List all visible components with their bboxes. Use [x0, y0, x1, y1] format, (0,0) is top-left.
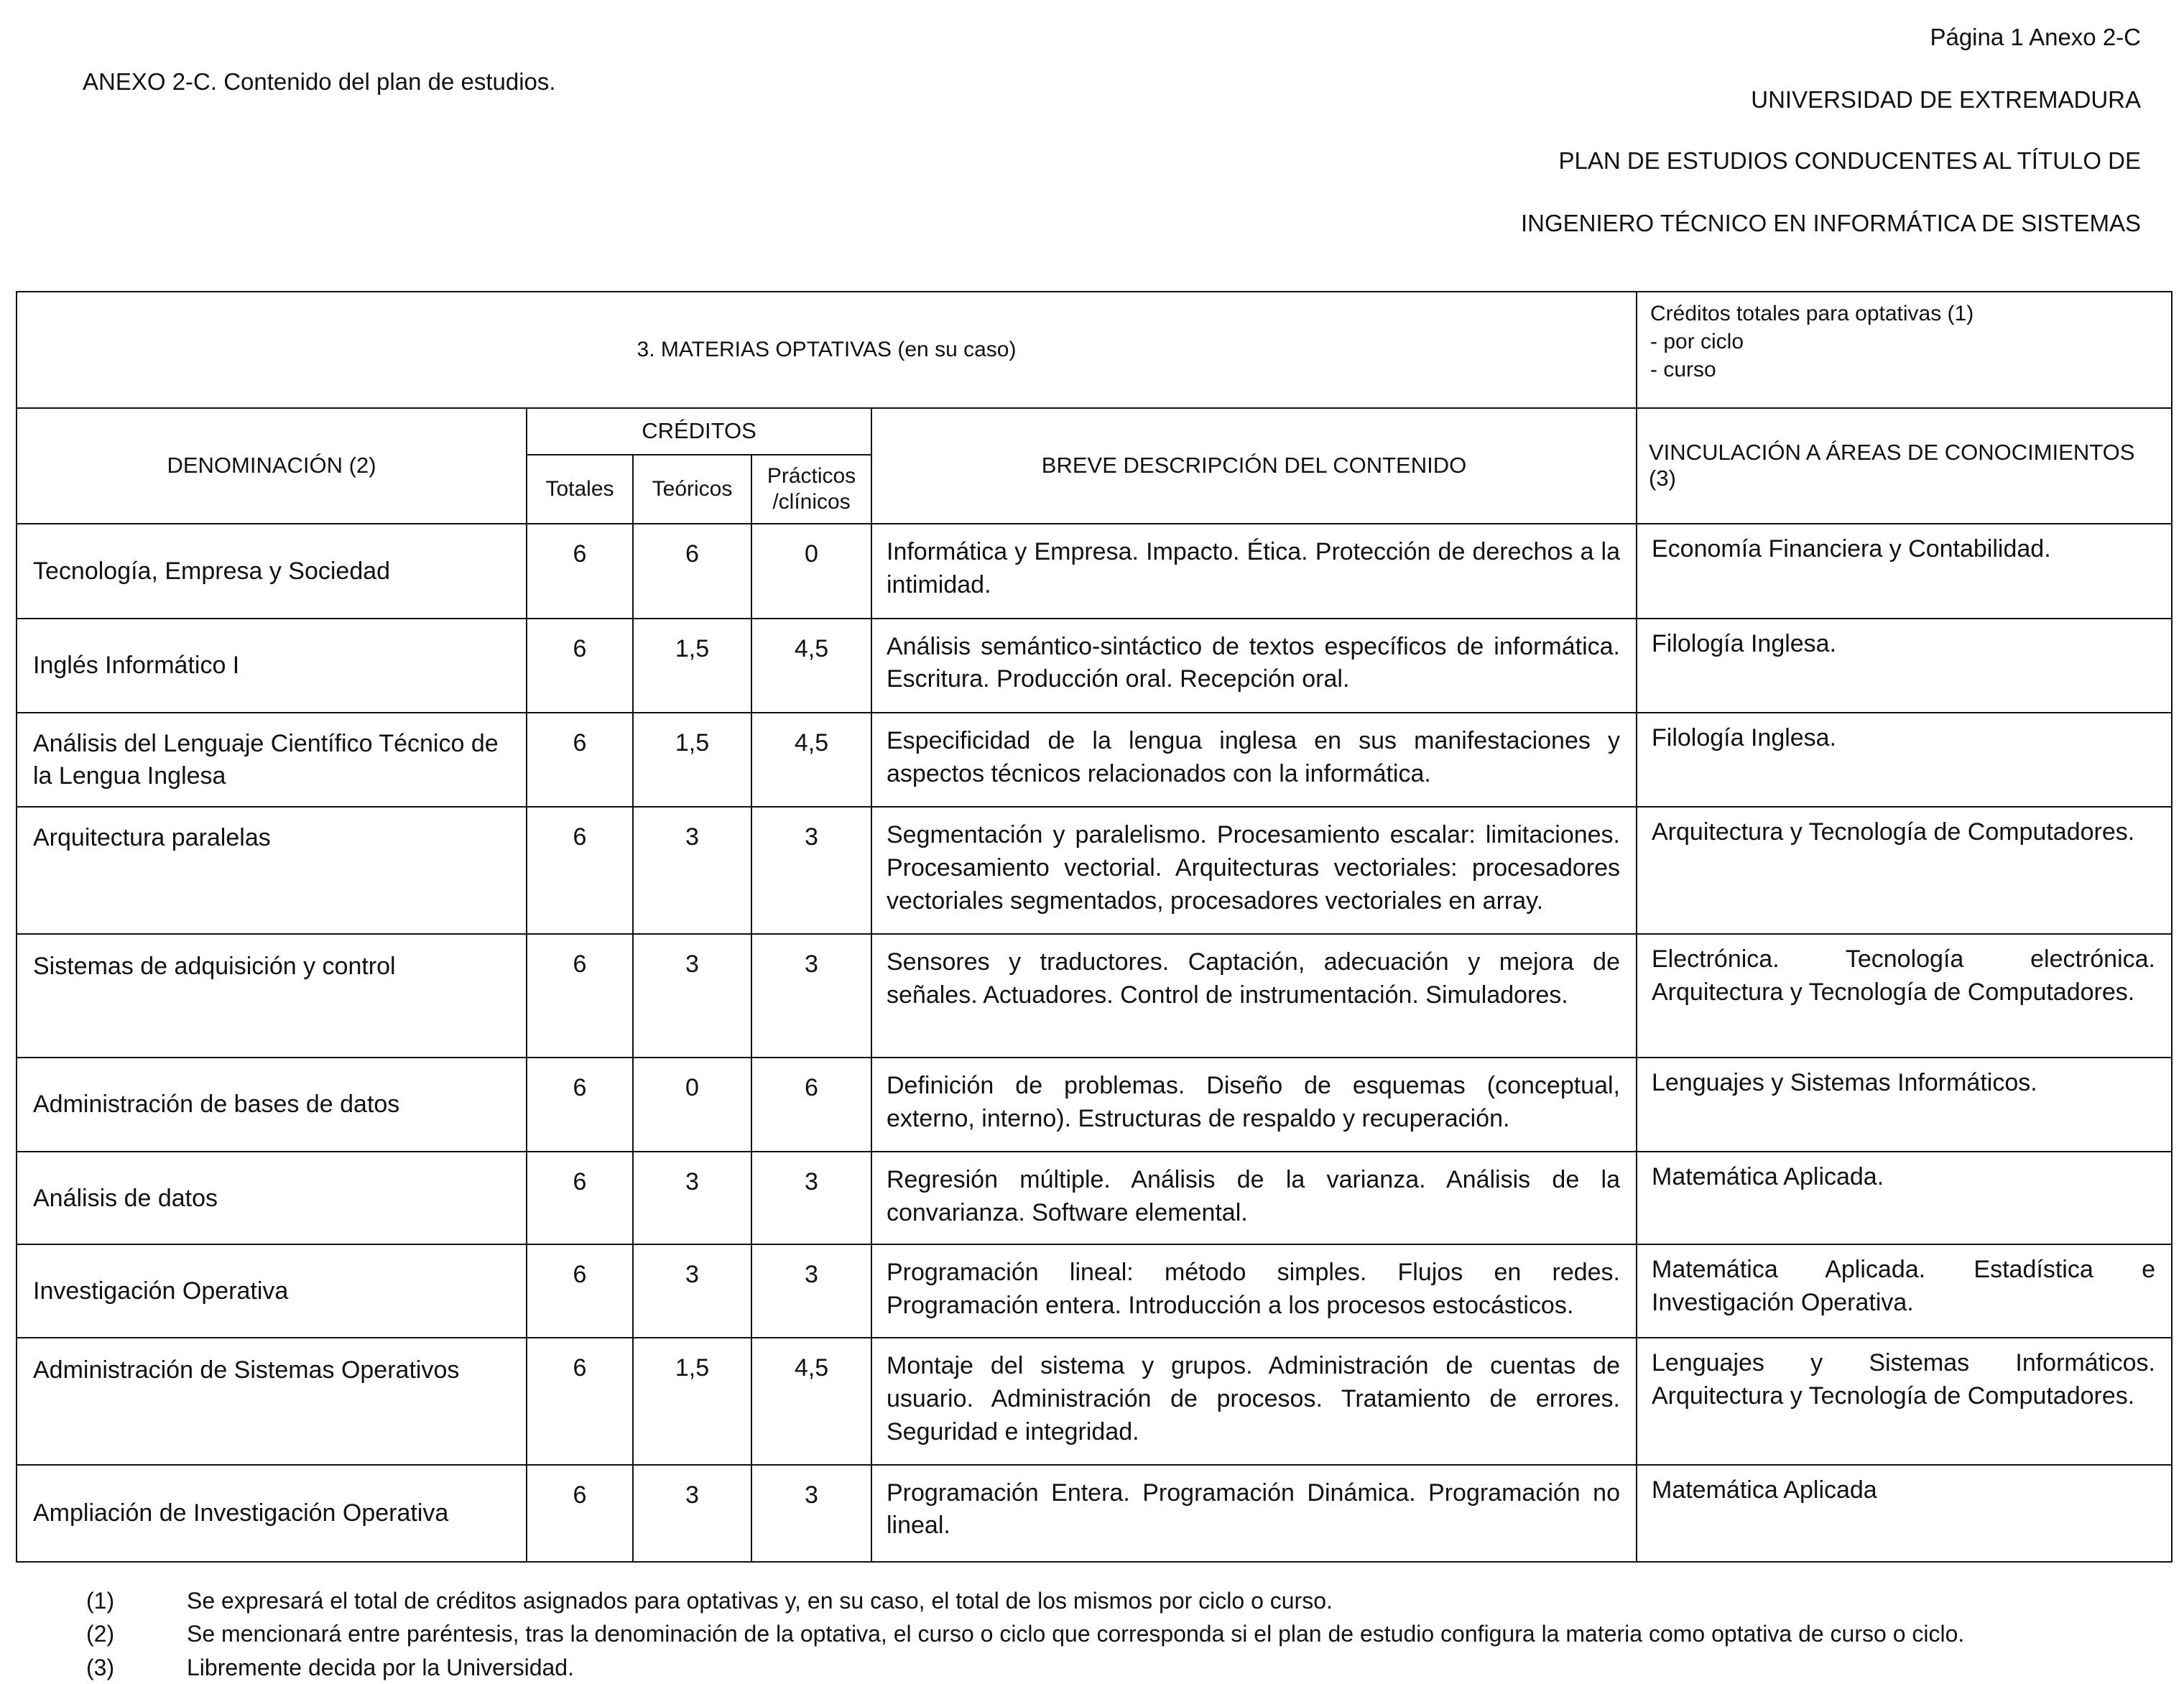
- col-descripcion: BREVE DESCRIPCIÓN DEL CONTENIDO: [871, 408, 1637, 524]
- col-teoricos: Teóricos: [633, 455, 751, 524]
- credits-total: 6: [527, 619, 633, 713]
- subject-name: Sistemas de adquisición y control: [17, 934, 527, 1058]
- credits-theory: 1,5: [633, 713, 751, 807]
- section-title: 3. MATERIAS OPTATIVAS (en su caso): [17, 292, 1637, 408]
- table-row: [17, 934, 2172, 1058]
- credits-practice: 4,5: [751, 619, 871, 713]
- credits-practice: 3: [751, 1465, 871, 1562]
- knowledge-area: Electrónica. Tecnología electrónica. Arquitectura y Tecnología de Computadores.: [1637, 934, 2172, 1058]
- credits-theory: 0: [633, 1058, 751, 1152]
- subject-description: Segmentación y paralelismo. Procesamiento escalar: limitaciones. Procesamiento vectorial. Arquitecturas vectoriales: procesadores vectoriales segmentados, procesadores vectoriales en array.: [871, 807, 1637, 934]
- subject-name: Ampliación de Investigación Operativa: [17, 1465, 527, 1562]
- table-row: [17, 1465, 2172, 1562]
- table-row: [17, 1152, 2172, 1244]
- credits-practice: 4,5: [751, 1338, 871, 1465]
- footnote-text: Se expresará el total de créditos asignados para optativas y, en su caso, el total de los mismos por ciclo o curso.: [187, 1588, 1333, 1614]
- credits-total: 6: [527, 1058, 633, 1152]
- section-header-row: [17, 292, 2172, 408]
- footnote-text: Libremente decida por la Universidad.: [187, 1654, 574, 1680]
- col-practicos: [751, 455, 871, 524]
- credits-theory: 3: [633, 1465, 751, 1562]
- knowledge-area: Lenguajes y Sistemas Informáticos. Arquitectura y Tecnología de Computadores.: [1637, 1338, 2172, 1465]
- subject-name: Análisis de datos: [17, 1152, 527, 1244]
- knowledge-area: Arquitectura y Tecnología de Computadores.: [1637, 807, 2172, 934]
- credits-total: 6: [527, 807, 633, 934]
- footnote: [86, 1617, 1964, 1650]
- col-practicos-line: Prácticos: [767, 464, 856, 489]
- footnote-mark: (3): [86, 1654, 115, 1680]
- totals-note-line: Créditos totales para optativas (1): [1650, 302, 1974, 325]
- table-row: [17, 713, 2172, 807]
- credits-total: 6: [527, 1244, 633, 1337]
- credits-theory: 1,5: [633, 1338, 751, 1465]
- credits-theory: 1,5: [633, 619, 751, 713]
- subject-description: Definición de problemas. Diseño de esquemas (conceptual, externo, interno). Estructuras de respaldo y recuperación.: [871, 1058, 1637, 1152]
- subject-name: Administración de bases de datos: [17, 1058, 527, 1152]
- subject-name: Arquitectura paralelas: [17, 807, 527, 934]
- table-row: [17, 1058, 2172, 1152]
- credits-theory: 6: [633, 524, 751, 618]
- subject-description: Informática y Empresa. Impacto. Ética. Protección de derechos a la intimidad.: [871, 524, 1637, 618]
- knowledge-area: Filología Inglesa.: [1637, 713, 2172, 807]
- footnotes: [86, 1584, 1964, 1684]
- annex-title: ANEXO 2-C. Contenido del plan de estudios.: [83, 68, 556, 95]
- credits-theory: 3: [633, 934, 751, 1058]
- table-row: [17, 807, 2172, 934]
- subject-description: Análisis semántico-sintáctico de textos específicos de informática. Escritura. Producción oral. Recepción oral.: [871, 619, 1637, 713]
- footnote: [86, 1584, 1964, 1617]
- credits-practice: 3: [751, 1244, 871, 1337]
- credits-practice: 4,5: [751, 713, 871, 807]
- credits-total: 6: [527, 713, 633, 807]
- knowledge-area: Matemática Aplicada. Estadística e Investigación Operativa.: [1637, 1244, 2172, 1337]
- plan-title: PLAN DE ESTUDIOS CONDUCENTES AL TÍTULO DE: [1558, 147, 2141, 174]
- credits-theory: 3: [633, 1152, 751, 1244]
- subject-description: Sensores y traductores. Captación, adecuación y mejora de señales. Actuadores. Control de instrumentación. Simuladores.: [871, 934, 1637, 1058]
- degree-title: INGENIERO TÉCNICO EN INFORMÁTICA DE SISTEMAS: [1521, 210, 2141, 236]
- subject-name: Inglés Informático I: [17, 619, 527, 713]
- credits-total: 6: [527, 1465, 633, 1562]
- credits-total: 6: [527, 1152, 633, 1244]
- credits-practice: 6: [751, 1058, 871, 1152]
- table-row: [17, 619, 2172, 713]
- page-number: Página 1 Anexo 2-C: [1930, 24, 2141, 50]
- column-header-row: [17, 408, 2172, 455]
- knowledge-area: Lenguajes y Sistemas Informáticos.: [1637, 1058, 2172, 1152]
- footnote: [86, 1651, 1964, 1684]
- table-row: [17, 1338, 2172, 1465]
- table-row: [17, 1244, 2172, 1337]
- subject-description: Programación lineal: método simples. Flujos en redes. Programación entera. Introducción a los procesos estocásticos.: [871, 1244, 1637, 1337]
- subject-name: Investigación Operativa: [17, 1244, 527, 1337]
- knowledge-area: Matemática Aplicada: [1637, 1465, 2172, 1562]
- totals-note-line: - por ciclo: [1650, 330, 1744, 353]
- credits-practice: 3: [751, 934, 871, 1058]
- knowledge-area: Economía Financiera y Contabilidad.: [1637, 524, 2172, 618]
- col-vinculacion: VINCULACIÓN A ÁREAS DE CONOCIMIENTOS (3): [1637, 408, 2172, 524]
- knowledge-area: Filología Inglesa.: [1637, 619, 2172, 713]
- col-denominacion: DENOMINACIÓN (2): [17, 408, 527, 524]
- credits-practice: 0: [751, 524, 871, 618]
- credits-practice: 3: [751, 807, 871, 934]
- subject-description: Especificidad de la lengua inglesa en sus manifestaciones y aspectos técnicos relacionados con la informática.: [871, 713, 1637, 807]
- subject-description: Programación Entera. Programación Dinámica. Programación no lineal.: [871, 1465, 1637, 1562]
- credits-theory: 3: [633, 1244, 751, 1337]
- col-totales: Totales: [527, 455, 633, 524]
- totals-note-line: - curso: [1650, 358, 1716, 381]
- subject-name: Administración de Sistemas Operativos: [17, 1338, 527, 1465]
- footnote-text: Se mencionará entre paréntesis, tras la denominación de la optativa, el curso o ciclo que corresponda si el plan de estudio configura la materia como optativa de curso o ciclo.: [187, 1621, 1965, 1647]
- credits-theory: 3: [633, 807, 751, 934]
- credits-total: 6: [527, 934, 633, 1058]
- subject-name: Análisis del Lenguaje Científico Técnico de la Lengua Inglesa: [17, 713, 527, 807]
- credits-total: 6: [527, 524, 633, 618]
- footnote-mark: (2): [86, 1621, 115, 1647]
- subject-description: Regresión múltiple. Análisis de la varianza. Análisis de la convarianza. Software elemental.: [871, 1152, 1637, 1244]
- col-creditos: CRÉDITOS: [527, 408, 871, 455]
- knowledge-area: Matemática Aplicada.: [1637, 1152, 2172, 1244]
- subject-name: Tecnología, Empresa y Sociedad: [17, 524, 527, 618]
- table-row: [17, 524, 2172, 618]
- totals-note: [1637, 292, 2172, 408]
- university-name: UNIVERSIDAD DE EXTREMADURA: [1751, 86, 2141, 113]
- footnote-mark: (1): [86, 1588, 115, 1614]
- credits-total: 6: [527, 1338, 633, 1465]
- subject-description: Montaje del sistema y grupos. Administración de cuentas de usuario. Administración de procesos. Tratamiento de errores. Seguridad e integridad.: [871, 1338, 1637, 1465]
- col-practicos-line: /clínicos: [772, 490, 851, 514]
- credits-practice: 3: [751, 1152, 871, 1244]
- optional-subjects-table: [16, 291, 2173, 1563]
